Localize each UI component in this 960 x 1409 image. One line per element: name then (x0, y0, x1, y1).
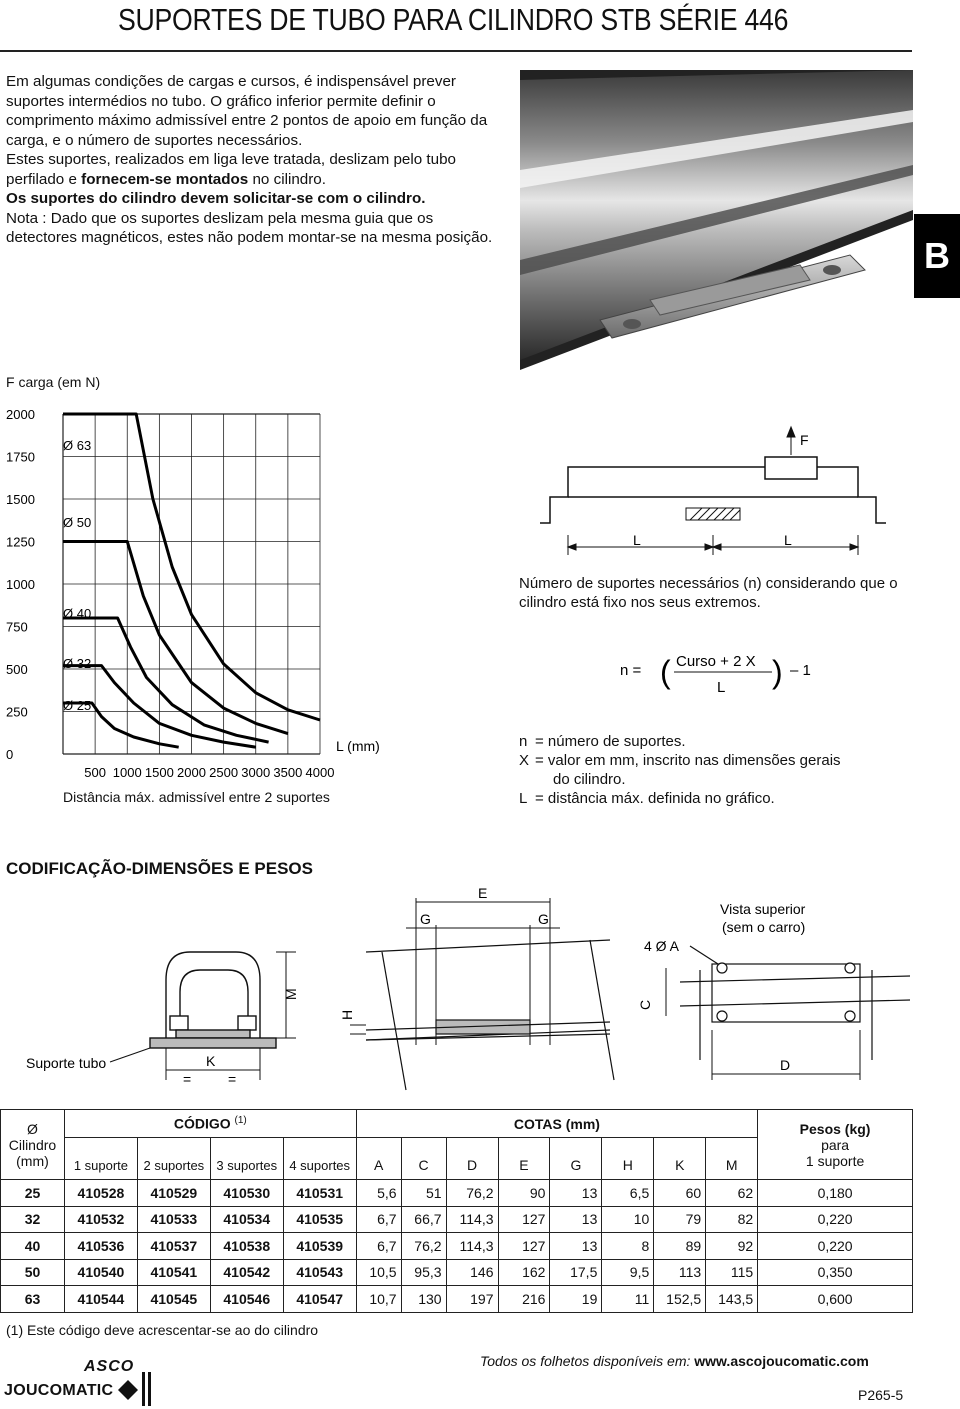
table-row (1, 1286, 913, 1313)
table-cell: 197 (446, 1286, 498, 1313)
asco-logo: ASCO (84, 1358, 135, 1375)
column-header: D (446, 1138, 498, 1180)
table-cell: 13 (550, 1233, 602, 1260)
table-cell: 13 (550, 1180, 602, 1207)
n-description: Número de suportes necessários (n) considerando que o cilindro está fixo nos seus extremos. (519, 575, 898, 611)
formula-denominator: L (717, 679, 726, 696)
table-cell: 410538 (210, 1233, 283, 1260)
header-cotas: COTAS (mm) (356, 1110, 758, 1138)
table-cell: 25 (1, 1180, 65, 1207)
formula-open-paren: ( (660, 654, 671, 690)
header-diameter (1, 1110, 65, 1180)
header-text: para (821, 1136, 850, 1153)
y-tick-label: 1500 (6, 492, 35, 507)
table-cell: 410547 (283, 1286, 356, 1313)
dim-eq: = (228, 1071, 237, 1087)
table-cell: 410531 (283, 1180, 356, 1207)
logo-mark-icon (116, 1372, 156, 1406)
series-label: Ø 25 (63, 698, 92, 713)
top-view (680, 946, 910, 1060)
table-cell: 410544 (64, 1286, 137, 1313)
table-cell: 17,5 (550, 1259, 602, 1286)
table-cell: 62 (706, 1180, 758, 1207)
column-header: 1 suporte (64, 1138, 137, 1180)
y-tick-label: 2000 (6, 407, 35, 422)
dimension-drawings (0, 880, 930, 1105)
support-tube-label: Suporte tubo (26, 1055, 107, 1071)
column-header: M (706, 1138, 758, 1180)
table-cell: 6,7 (356, 1206, 401, 1233)
table-cell: 32 (1, 1206, 65, 1233)
chart-footer: Distância máx. admissível entre 2 suportes (63, 789, 330, 805)
intro-p2-c: no cilindro. (248, 170, 326, 188)
table-cell: 0,220 (758, 1233, 913, 1260)
table-cell: 127 (498, 1233, 550, 1260)
joucomatic-logo: JOUCOMATIC (4, 1382, 114, 1399)
table-cell: 10,5 (356, 1259, 401, 1286)
y-tick-label: 0 (6, 747, 14, 762)
table-cell: 410539 (283, 1233, 356, 1260)
header-text: Pesos (kg) (799, 1120, 871, 1137)
x-tick-label: 1000 (112, 765, 142, 780)
table-cell: 410534 (210, 1206, 283, 1233)
formula-rhs: – 1 (790, 662, 811, 679)
x-tick-label: 3000 (241, 765, 271, 780)
header-text: Cilindro (8, 1136, 57, 1153)
table-cell: 95,3 (401, 1259, 446, 1286)
table-cell: 162 (498, 1259, 550, 1286)
table-cell: 10,7 (356, 1286, 401, 1313)
x-tick-label: 2000 (177, 765, 206, 780)
column-header: G (550, 1138, 602, 1180)
dim-K: K (206, 1053, 216, 1069)
series-label: Ø 63 (63, 438, 92, 453)
table-cell: 60 (654, 1180, 706, 1207)
header-code-note: (1) (234, 1115, 247, 1127)
header-text: 1 suporte (805, 1152, 865, 1169)
table-cell: 50 (1, 1259, 65, 1286)
intro-paragraph-1: Em algumas condições de cargas e cursos, é indispensável prever suportes intermédios no tubo. O gráfico inferior permite definir o comprimento máximo admissível entre 2 pontos de apoio em função da carga, e o número de suportes necessários. (6, 73, 488, 149)
table-cell: 410540 (64, 1259, 137, 1286)
column-header: 4 suportes (283, 1138, 356, 1180)
support-schematic (510, 425, 910, 565)
x-tick-label: 4000 (305, 765, 335, 780)
table-cell: 410528 (64, 1180, 137, 1207)
table-cell: 10 (602, 1206, 654, 1233)
load-block (765, 457, 817, 479)
series-label: Ø 50 (63, 515, 92, 530)
intro-paragraph-4: Nota : Dado que os suportes deslizam pela mesma guia que os detectores magnéticos, estes não podem montar-se na mesma posição. (6, 209, 493, 246)
table-cell: 6,7 (356, 1233, 401, 1260)
force-arrow (787, 427, 795, 455)
y-tick-label: 1250 (6, 534, 35, 550)
dim-G-left: G (420, 911, 431, 927)
footer-url[interactable]: www.ascojoucomatic.com (694, 1353, 869, 1369)
table-cell: 114,3 (446, 1233, 498, 1260)
footer-website (480, 1353, 869, 1369)
column-header: A (356, 1138, 401, 1180)
legend-row-x-cont: do cilindro. (553, 771, 626, 788)
table-cell: 410546 (210, 1286, 283, 1313)
x-tick-label: 3500 (273, 765, 303, 780)
force-label: F (800, 432, 809, 448)
table-cell: 410530 (210, 1180, 283, 1207)
column-header: H (602, 1138, 654, 1180)
dim-E: E (478, 885, 488, 901)
dim-D: D (780, 1057, 791, 1073)
table-cell: 82 (706, 1206, 758, 1233)
intro-paragraph-3 (6, 189, 503, 209)
table-cell: 40 (1, 1233, 65, 1260)
intro-paragraph-2 (6, 150, 503, 189)
table-cell: 410529 (137, 1180, 210, 1207)
y-tick-label: 750 (6, 619, 28, 635)
section-tab: B (914, 214, 960, 298)
table-row (1, 1206, 913, 1233)
dim-H: H (339, 1009, 355, 1020)
footnote: (1) Este código deve acrescentar-se ao do cilindro (6, 1322, 319, 1338)
table-cell: 115 (706, 1259, 758, 1286)
y-tick-label: 1750 (6, 449, 35, 465)
section-heading: CODIFICAÇÃO-DIMENSÕES E PESOS (6, 859, 313, 878)
table-row (1, 1233, 913, 1260)
intro-p2-a: Estes suportes, realizados em liga leve tratada, deslizam pelo tubo perfilado e (6, 151, 456, 188)
table-cell: 410541 (137, 1259, 210, 1286)
table-cell: 410536 (64, 1233, 137, 1260)
table-cell: 13 (550, 1206, 602, 1233)
intro-p2-bold: fornecem-se montados (81, 170, 249, 188)
dim-C: C (637, 999, 653, 1010)
legend-text: = número de suportes. (535, 733, 686, 750)
header-weight (758, 1110, 913, 1180)
x-tick-label: 500 (84, 765, 106, 780)
formula-legend (519, 732, 841, 808)
page-number: P265-5 (858, 1387, 904, 1403)
table-cell: 113 (654, 1259, 706, 1286)
span-dimension (568, 535, 858, 555)
top-view-title: Vista superior (720, 901, 806, 917)
formula-lhs: n = (620, 662, 642, 679)
column-header: 3 suportes (210, 1138, 283, 1180)
table-cell: 114,3 (446, 1206, 498, 1233)
table-cell: 152,5 (654, 1286, 706, 1313)
formula-numerator: Curso + 2 X (676, 653, 756, 670)
page-title: SUPORTES DE TUBO PARA CILINDRO STB SÉRIE 446 (118, 2, 789, 37)
table-cell: 9,5 (602, 1259, 654, 1286)
y-tick-label: 1000 (6, 577, 35, 592)
table-cell: 51 (401, 1180, 446, 1207)
spec-table (0, 1109, 913, 1313)
series-label: Ø 32 (63, 656, 92, 671)
table-cell: 6,5 (602, 1180, 654, 1207)
table-cell: 127 (498, 1206, 550, 1233)
legend-text: = distância máx. definida no gráfico. (535, 790, 775, 807)
span-label-1: L (633, 532, 641, 548)
title-rule (0, 50, 912, 52)
table-cell: 410532 (64, 1206, 137, 1233)
table-cell: 63 (1, 1286, 65, 1313)
dim-A: 4 Ø A (644, 938, 680, 954)
table-cell: 19 (550, 1286, 602, 1313)
legend-symbol: X (519, 752, 530, 769)
table-row (1, 1259, 913, 1286)
table-cell: 410537 (137, 1233, 210, 1260)
footer-label: Todos os folhetos disponíveis em: (480, 1353, 691, 1369)
support-side-view (366, 940, 614, 1090)
table-cell: 5,6 (356, 1180, 401, 1207)
header-text: (mm) (16, 1152, 49, 1169)
table-cell: 0,220 (758, 1206, 913, 1233)
table-cell: 143,5 (706, 1286, 758, 1313)
y-tick-label: 250 (6, 704, 28, 720)
header-text: Ø (27, 1120, 38, 1137)
table-cell: 92 (706, 1233, 758, 1260)
column-header: C (401, 1138, 446, 1180)
table-cell: 0,180 (758, 1180, 913, 1207)
product-photo (520, 70, 913, 370)
table-cell: 410533 (137, 1206, 210, 1233)
dim-eq: = (183, 1071, 192, 1087)
table-cell: 8 (602, 1233, 654, 1260)
dim-M: M (283, 988, 299, 1000)
x-tick-label: 2500 (209, 765, 239, 780)
table-cell: 410535 (283, 1206, 356, 1233)
legend-text: = valor em mm, inscrito nas dimensões gerais (535, 752, 841, 769)
series-line (63, 542, 288, 734)
legend-row-x (519, 751, 841, 770)
table-cell: 11 (602, 1286, 654, 1313)
span-label-2: L (784, 532, 792, 548)
series-label: Ø 40 (63, 606, 92, 621)
intro-p3-bold: Os suportes do cilindro devem solicitar-se com o cilindro. (6, 190, 426, 207)
table-cell: 410543 (283, 1259, 356, 1286)
x-tick-label: 1500 (144, 765, 174, 780)
header-code (64, 1110, 356, 1138)
table-cell: 130 (401, 1286, 446, 1313)
legend-row-l (519, 789, 841, 808)
table-cell: 0,350 (758, 1259, 913, 1286)
table-cell: 146 (446, 1259, 498, 1286)
chart-y-label: F carga (em N) (6, 374, 101, 390)
legend-symbol: n (519, 733, 528, 750)
column-header: 2 suportes (137, 1138, 210, 1180)
column-header: E (498, 1138, 550, 1180)
intro-text (6, 72, 503, 248)
top-view-subtitle: (sem o carro) (722, 919, 806, 935)
legend-row-n (519, 732, 841, 751)
chart-x-label: L (mm) (336, 738, 380, 754)
table-cell: 0,600 (758, 1286, 913, 1313)
table-cell: 89 (654, 1233, 706, 1260)
support-front-view (150, 952, 276, 1048)
table-cell: 90 (498, 1180, 550, 1207)
header-code-text: CÓDIGO (173, 1115, 231, 1132)
table-cell: 410545 (137, 1286, 210, 1313)
formula-close-paren: ) (772, 654, 783, 690)
table-cell: 79 (654, 1206, 706, 1233)
y-tick-label: 500 (6, 662, 28, 677)
table-cell: 66,7 (401, 1206, 446, 1233)
table-cell: 410542 (210, 1259, 283, 1286)
column-header: K (654, 1138, 706, 1180)
dim-G-right: G (538, 911, 549, 927)
table-cell: 216 (498, 1286, 550, 1313)
series-line (63, 618, 269, 742)
load-chart (0, 370, 420, 790)
table-row (1, 1180, 913, 1207)
table-cell: 76,2 (401, 1233, 446, 1260)
table-cell: 76,2 (446, 1180, 498, 1207)
legend-symbol: L (519, 790, 528, 807)
formula (620, 645, 840, 709)
